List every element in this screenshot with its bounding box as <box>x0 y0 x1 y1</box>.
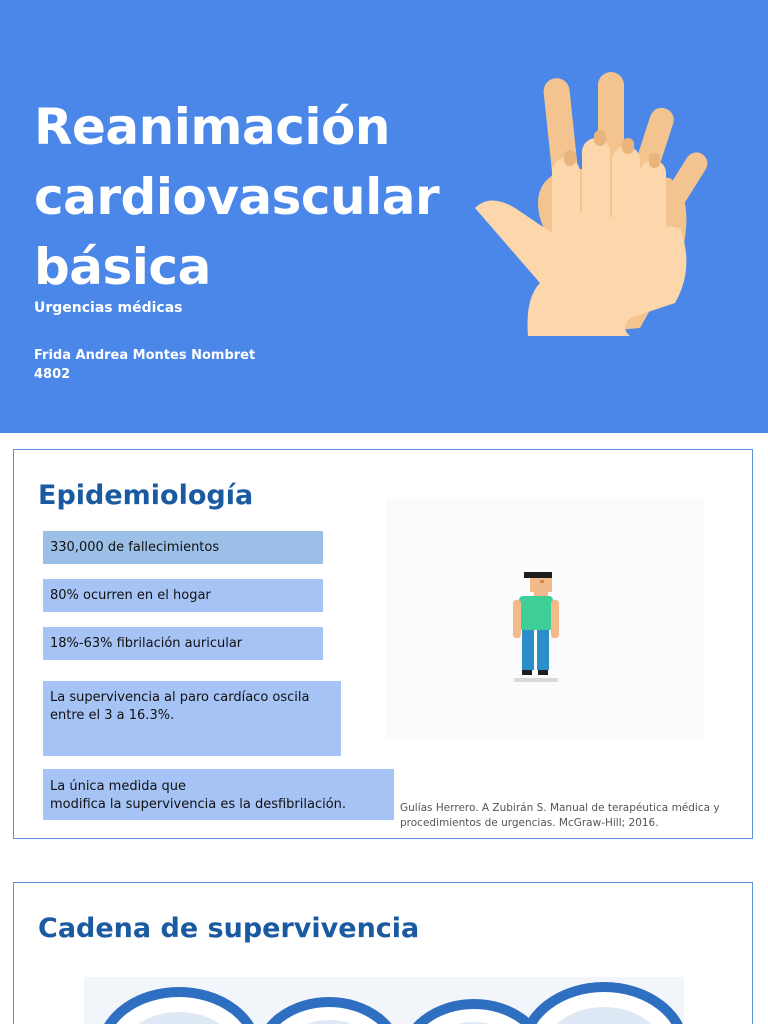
presentation-title <box>34 92 474 302</box>
title-line: cardiovascular <box>34 168 440 226</box>
fact-box: 330,000 de fallecimientos <box>43 531 323 564</box>
fact-line: entre el 3 a 16.3%. <box>50 708 175 723</box>
reference-line: Gulías Herrero. A Zubirán S. Manual de terapéutica médica y <box>400 802 720 814</box>
presentation-subtitle: Urgencias médicas <box>34 300 183 316</box>
cpr-hands-icon <box>470 68 710 343</box>
title-slide <box>0 0 768 433</box>
title-line: básica <box>34 238 211 296</box>
fact-box: 18%-63% fibrilación auricular <box>43 627 323 660</box>
fact-box: 80% ocurren en el hogar <box>43 579 323 612</box>
reference-line: procedimientos de urgencias. McGraw-Hill; 2016. <box>400 817 659 829</box>
chain-of-survival-icon <box>84 977 684 1024</box>
slide-title: Epidemiología <box>38 480 254 511</box>
slide-title: Cadena de supervivencia <box>38 913 420 944</box>
standing-person-icon <box>510 572 562 684</box>
epidemiology-slide <box>13 449 753 839</box>
title-line: Reanimación <box>34 98 390 156</box>
fact-line: La supervivencia al paro cardíaco oscila <box>50 690 310 705</box>
fact-line: modifica la supervivencia es la desfibrilación. <box>50 797 347 812</box>
author-block <box>34 346 255 384</box>
fact-box <box>43 769 394 820</box>
fact-line: La única medida que <box>50 779 187 794</box>
fact-box <box>43 681 341 756</box>
author-name: Frida Andrea Montes Nombret <box>34 348 256 363</box>
student-id: 4802 <box>34 367 71 382</box>
chain-of-survival-slide <box>13 882 753 1024</box>
bibliographic-reference <box>400 801 730 831</box>
